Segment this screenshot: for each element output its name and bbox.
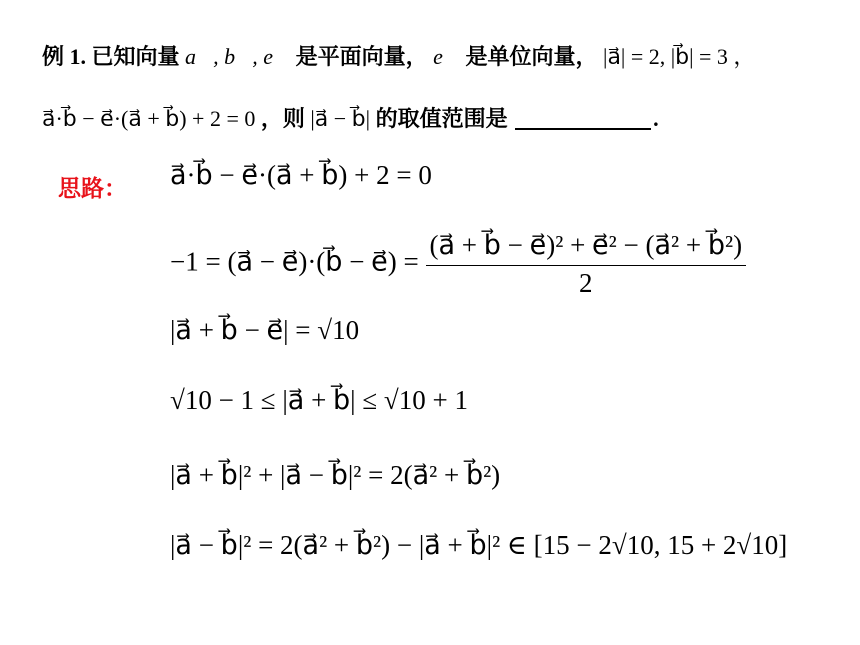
target-expression: |a⃗ − b⃗| xyxy=(310,106,371,131)
solution-step-5: |a⃗ − b⃗|² = 2(a⃗² + b⃗²) − |a⃗ + b⃗|² ∈ [15 − 2√10, 15 + 2√10] xyxy=(170,530,788,560)
solution-step-3: √10 − 1 ≤ |a⃗ + b⃗| ≤ √10 + 1 xyxy=(170,385,468,415)
solution-step-0: a⃗·b⃗ − e⃗·(a⃗ + b⃗) + 2 = 0 xyxy=(170,160,432,190)
solution-step-2: |a⃗ + b⃗ − e⃗| = √10 xyxy=(170,315,360,345)
solution-step-1 xyxy=(170,230,746,299)
problem-text-unit: 是单位向量， xyxy=(465,44,598,69)
problem-period: . xyxy=(653,106,659,131)
vector-list: a⃗, b⃗, e⃗ xyxy=(185,44,291,69)
problem-text-then: ，则 xyxy=(260,106,305,131)
fraction-denominator: 2 xyxy=(579,268,593,298)
problem-statement xyxy=(42,26,842,150)
fraction-numerator: (a⃗ + b⃗ − e⃗)² + e⃗² − (a⃗² + b⃗²) xyxy=(426,230,747,266)
step1-left: −1 = (a⃗ − e⃗)·(b⃗ − e⃗) = xyxy=(170,246,419,277)
solution-label: 思路： xyxy=(58,176,127,201)
given-condition: a⃗·b⃗ − e⃗·(a⃗ + b⃗) + 2 = 0 xyxy=(42,106,256,131)
vector-norms: |a⃗| = 2, |b⃗| = 3 ， xyxy=(603,44,756,69)
problem-line-2 xyxy=(42,88,842,150)
solution-step-4: |a⃗ + b⃗|² + |a⃗ − b⃗|² = 2(a⃗² + b⃗²) xyxy=(170,460,501,490)
problem-intro: 例 1. 已知向量 xyxy=(42,44,180,69)
unit-vector-symbol: e⃗ xyxy=(433,44,461,69)
step1-fraction xyxy=(426,230,747,299)
problem-text-range: 的取值范围是 xyxy=(375,106,508,131)
problem-line-1 xyxy=(42,26,842,88)
answer-blank xyxy=(515,106,651,130)
problem-text-plane: 是平面向量， xyxy=(295,44,428,69)
